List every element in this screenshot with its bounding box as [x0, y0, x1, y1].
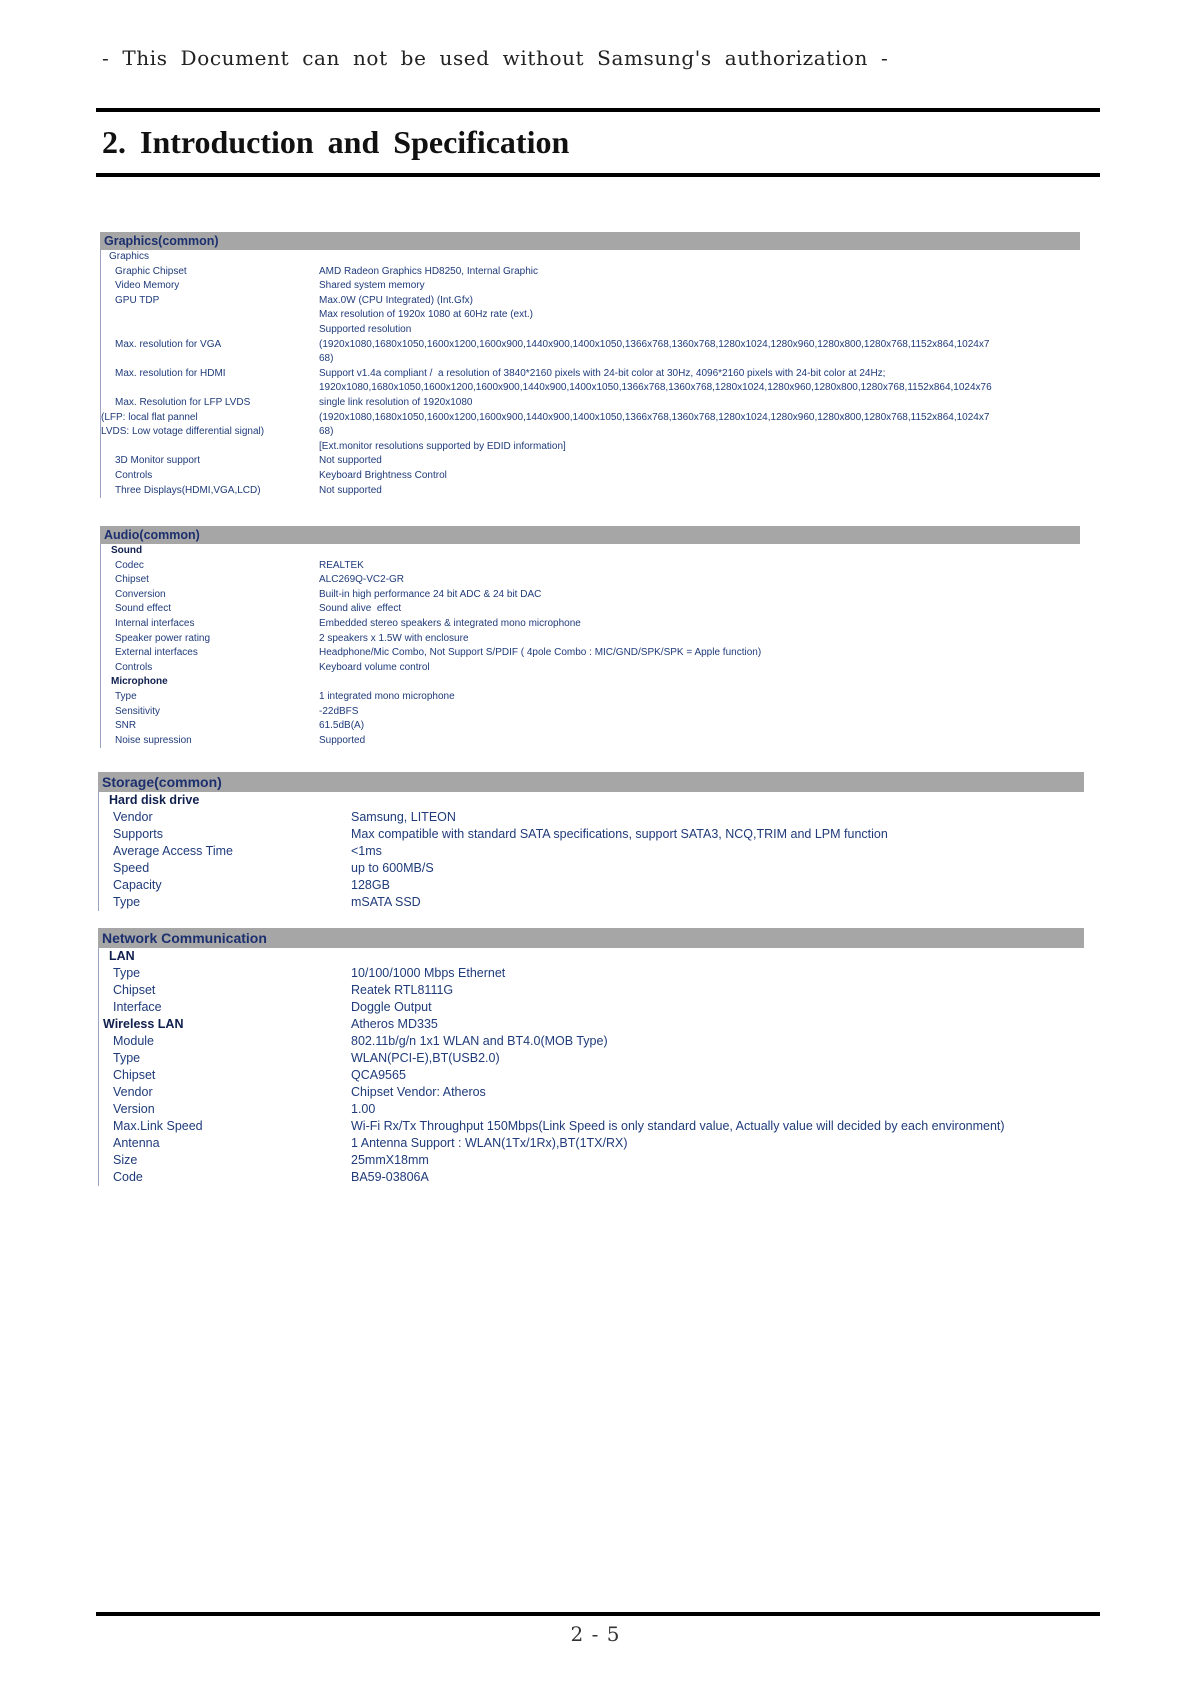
spec-value: Support v1.4a compliant / a resolution of 3840*2160 pixels with 24-bit color at 30Hz, 4096*2160 pixels with 24-bit color at 24Hz; — [319, 367, 886, 379]
spec-value: Atheros MD335 — [351, 1017, 438, 1031]
spec-row — [101, 425, 1080, 440]
spec-value: Chipset Vendor: Atheros — [351, 1085, 486, 1099]
spec-label: Module — [113, 1034, 154, 1048]
spec-row — [101, 617, 1080, 632]
graphics-heading: Graphics(common) — [100, 232, 1080, 250]
spec-label: Antenna — [113, 1136, 160, 1150]
spec-value: Supported — [319, 734, 366, 746]
spec-row — [101, 661, 1080, 676]
spec-label: GPU TDP — [115, 294, 160, 306]
spec-row — [101, 352, 1080, 367]
spec-value: Embedded stereo speakers & integrated mono microphone — [319, 617, 581, 629]
graphics-section — [100, 232, 1080, 498]
storage-rows — [98, 792, 1084, 911]
audio-heading: Audio(common) — [100, 526, 1080, 544]
spec-group-row — [101, 544, 1080, 559]
spec-value: 1 integrated mono microphone — [319, 690, 455, 702]
spec-row — [101, 734, 1080, 749]
spec-label: Internal interfaces — [115, 617, 195, 629]
spec-value: Reatek RTL8111G — [351, 983, 454, 997]
spec-value: up to 600MB/S — [351, 861, 434, 875]
spec-row — [99, 877, 1084, 894]
spec-label: Noise supression — [115, 734, 192, 746]
spec-value: Samsung, LITEON — [351, 810, 456, 824]
spec-row — [101, 646, 1080, 661]
spec-value: Headphone/Mic Combo, Not Support S/PDIF ( 4pole Combo : MIC/GND/SPK/SPK = Apple function) — [319, 647, 762, 659]
spec-value: Max compatible with standard SATA specifications, support SATA3, NCQ,TRIM and LPM function — [351, 827, 888, 841]
spec-value: 10/100/1000 Mbps Ethernet — [351, 966, 506, 980]
spec-value: QCA9565 — [351, 1068, 406, 1082]
spec-label: Controls — [115, 661, 153, 673]
spec-value — [99, 948, 1084, 965]
spec-group-row — [99, 948, 1084, 965]
spec-label: Sensitivity — [115, 705, 161, 717]
spec-label: Three Displays(HDMI,VGA,LCD) — [115, 484, 261, 496]
spec-row — [99, 826, 1084, 843]
spec-label: Speaker power rating — [115, 632, 211, 644]
spec-label: Type — [113, 1051, 141, 1065]
audio-section — [100, 526, 1080, 748]
spec-row — [101, 690, 1080, 705]
spec-value: AMD Radeon Graphics HD8250, Internal Graphic — [319, 265, 538, 277]
spec-row — [99, 860, 1084, 877]
spec-label: LAN — [109, 949, 135, 963]
spec-row — [101, 381, 1080, 396]
spec-row — [99, 1033, 1084, 1050]
spec-value: single link resolution of 1920x1080 — [319, 396, 473, 408]
spec-row — [101, 411, 1080, 426]
spec-value: 802.11b/g/n 1x1 WLAN and BT4.0(MOB Type) — [351, 1034, 608, 1048]
spec-label: Wireless LAN — [103, 1017, 184, 1031]
spec-value: <1ms — [351, 844, 382, 858]
spec-row — [99, 894, 1084, 911]
footer-rule — [96, 1612, 1100, 1616]
spec-row — [101, 573, 1080, 588]
spec-row — [99, 999, 1084, 1016]
spec-row — [99, 1084, 1084, 1101]
spec-label: Graphics — [109, 251, 150, 262]
spec-label: Speed — [113, 861, 150, 875]
spec-row — [99, 965, 1084, 982]
spec-value: 68) — [319, 353, 334, 365]
spec-row — [101, 719, 1080, 734]
spec-value: (1920x1080,1680x1050,1600x1200,1600x900,1440x900,1400x1050,1366x768,1360x768,1280x1024,1280x960,1280x800,1280x768,1152x864,1024x7 — [319, 411, 990, 423]
spec-value: Built-in high performance 24 bit ADC & 24 bit DAC — [319, 588, 542, 600]
spec-value — [101, 250, 1080, 265]
spec-value: Wi-Fi Rx/Tx Throughput 150Mbps(Link Speed is only standard value, Actually value will decided by each environment) — [351, 1119, 1005, 1133]
spec-value: REALTEK — [319, 559, 364, 571]
spec-label: Vendor — [113, 810, 153, 824]
header-top-rule — [96, 108, 1100, 112]
spec-value: Not supported — [319, 455, 382, 467]
spec-label: Max. resolution for VGA — [115, 338, 222, 350]
spec-row — [99, 1101, 1084, 1118]
spec-row — [101, 602, 1080, 617]
spec-label: Supports — [113, 827, 164, 841]
spec-row — [101, 308, 1080, 323]
spec-label: Code — [113, 1170, 143, 1184]
spec-value: Shared system memory — [319, 280, 425, 292]
spec-label: Max. Resolution for LFP LVDS — [115, 396, 251, 408]
spec-value: mSATA SSD — [351, 895, 421, 909]
spec-row — [101, 705, 1080, 720]
spec-row — [99, 982, 1084, 999]
spec-value: 1.00 — [351, 1102, 376, 1116]
spec-label: Average Access Time — [113, 844, 233, 858]
spec-value — [99, 792, 1084, 809]
spec-value: WLAN(PCI-E),BT(USB2.0) — [351, 1051, 500, 1065]
spec-label: Hard disk drive — [109, 793, 200, 807]
spec-row — [101, 484, 1080, 499]
spec-label: Interface — [113, 1000, 162, 1014]
spec-label: Type — [113, 966, 141, 980]
spec-label: Controls — [115, 469, 153, 481]
spec-value: 128GB — [351, 878, 390, 892]
spec-label: Conversion — [115, 588, 166, 600]
header-bottom-rule — [96, 173, 1100, 177]
spec-value — [101, 675, 1080, 690]
spec-label: Codec — [115, 559, 144, 571]
spec-label: Type — [113, 895, 141, 909]
spec-label: Size — [113, 1153, 138, 1167]
spec-row — [101, 294, 1080, 309]
spec-row — [101, 279, 1080, 294]
spec-row — [99, 1050, 1084, 1067]
spec-group-row — [99, 1016, 1084, 1033]
spec-row — [99, 843, 1084, 860]
spec-row — [101, 632, 1080, 647]
spec-value: 2 speakers x 1.5W with enclosure — [319, 632, 469, 644]
spec-label: Chipset — [113, 1068, 156, 1082]
spec-value: Sound alive effect — [319, 603, 402, 615]
spec-label: 3D Monitor support — [115, 455, 201, 467]
spec-value: 1920x1080,1680x1050,1600x1200,1600x900,1440x900,1400x1050,1366x768,1360x768,1280x1024,1280x960,1280x800,1280x768,1152x864,1024x76 — [319, 382, 992, 394]
spec-row — [99, 1169, 1084, 1186]
spec-row — [101, 338, 1080, 353]
spec-value: Max.0W (CPU Integrated) (Int.Gfx) — [319, 294, 473, 306]
spec-label: (LFP: local flat pannel — [101, 411, 198, 423]
spec-value: -22dBFS — [319, 705, 359, 717]
spec-label: Graphic Chipset — [115, 265, 187, 277]
spec-value — [101, 544, 1080, 559]
spec-row — [101, 440, 1080, 455]
spec-value: BA59-03806A — [351, 1170, 429, 1184]
spec-value: Keyboard Brightness Control — [319, 469, 447, 481]
network-rows — [98, 948, 1084, 1186]
spec-value: ALC269Q-VC2-GR — [319, 574, 405, 586]
spec-value: Not supported — [319, 484, 382, 496]
spec-value: 61.5dB(A) — [319, 720, 365, 732]
spec-value: 68) — [319, 426, 334, 438]
spec-label: Max. resolution for HDMI — [115, 367, 226, 379]
spec-label: Capacity — [113, 878, 162, 892]
graphics-rows — [100, 250, 1080, 498]
storage-section — [98, 772, 1084, 911]
spec-label: LVDS: Low votage differential signal) — [101, 426, 265, 438]
spec-group-row — [99, 792, 1084, 809]
spec-value: 1 Antenna Support : WLAN(1Tx/1Rx),BT(1TX/RX) — [351, 1136, 628, 1150]
page-title: 2. Introduction and Specification — [102, 124, 570, 160]
spec-label: External interfaces — [115, 647, 198, 659]
spec-label: Sound — [111, 545, 143, 556]
spec-row — [101, 559, 1080, 574]
spec-label: Version — [113, 1102, 155, 1116]
spec-label: Chipset — [113, 983, 156, 997]
audio-rows — [100, 544, 1080, 748]
spec-label: Vendor — [113, 1085, 153, 1099]
spec-value: (1920x1080,1680x1050,1600x1200,1600x900,1440x900,1400x1050,1366x768,1360x768,1280x1024,1280x960,1280x800,1280x768,1152x864,1024x7 — [319, 338, 990, 350]
network-section — [98, 928, 1084, 1186]
spec-label: Video Memory — [115, 280, 180, 292]
spec-label: Max.Link Speed — [113, 1119, 203, 1133]
spec-row — [99, 809, 1084, 826]
network-heading: Network Communication — [98, 928, 1084, 948]
spec-label: Microphone — [111, 676, 168, 688]
spec-value: Keyboard volume control — [319, 661, 430, 673]
spec-row — [101, 323, 1080, 338]
spec-row — [101, 454, 1080, 469]
spec-row — [101, 265, 1080, 280]
spec-value: [Ext.monitor resolutions supported by EDID information] — [319, 440, 566, 452]
spec-value: 25mmX18mm — [351, 1153, 429, 1167]
spec-row — [99, 1152, 1084, 1169]
spec-label: Type — [115, 690, 137, 702]
spec-row — [101, 469, 1080, 484]
page-number: 2 - 5 — [570, 1622, 620, 1646]
spec-group-row — [101, 675, 1080, 690]
spec-row — [101, 250, 1080, 265]
spec-row — [101, 396, 1080, 411]
authorization-notice: - This Document can not be used without Samsung's authorization - — [102, 46, 889, 70]
spec-label: Sound effect — [115, 603, 171, 615]
spec-label: SNR — [115, 720, 137, 732]
spec-value: Max resolution of 1920x 1080 at 60Hz rate (ext.) — [319, 309, 534, 321]
spec-row — [99, 1067, 1084, 1084]
spec-row — [99, 1118, 1084, 1135]
spec-row — [99, 1135, 1084, 1152]
spec-value: Doggle Output — [351, 1000, 432, 1014]
spec-row — [101, 588, 1080, 603]
storage-heading: Storage(common) — [98, 772, 1084, 792]
spec-row — [101, 367, 1080, 382]
spec-label: Chipset — [115, 574, 149, 586]
spec-value: Supported resolution — [319, 323, 412, 335]
